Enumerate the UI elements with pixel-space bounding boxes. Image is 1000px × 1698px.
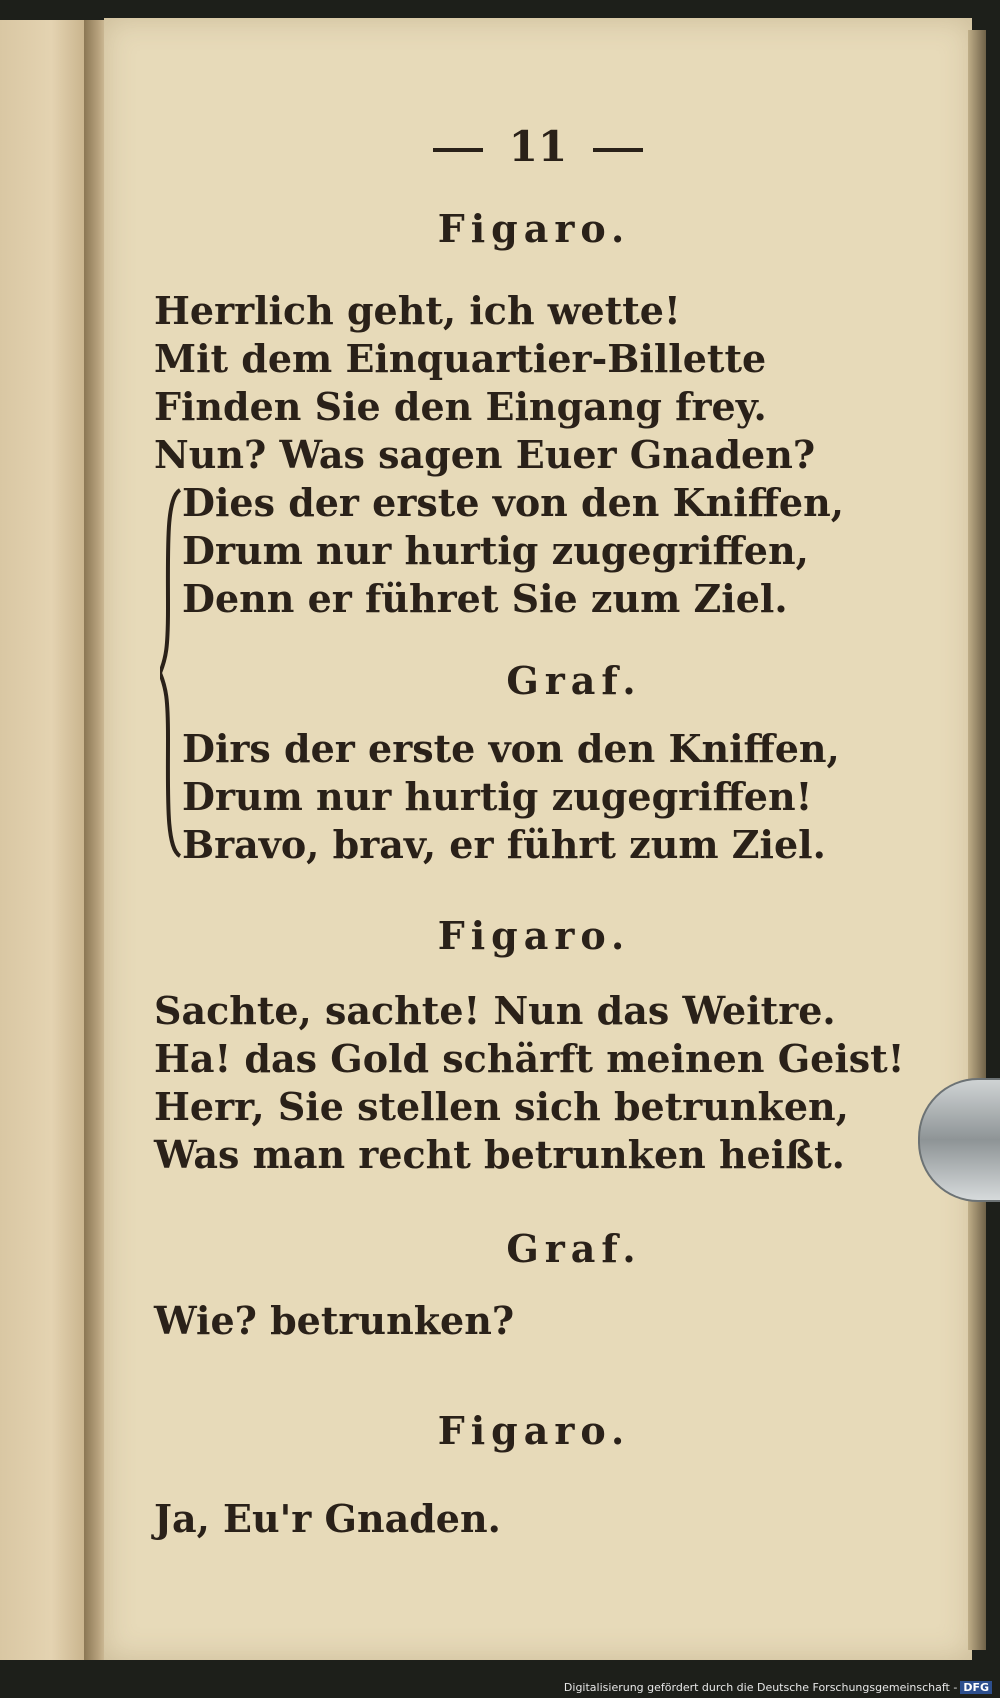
verse-line: Nun? Was sagen Euer Gnaden? — [154, 432, 816, 477]
verse-line: Denn er führet Sie zum Ziel. — [182, 576, 788, 621]
verse-line: Wie? betrunken? — [154, 1298, 515, 1343]
speaker-heading: Figaro. — [437, 206, 631, 251]
verse-line: Mit dem Einquartier-Billette — [154, 336, 767, 381]
page-number: 11 — [508, 122, 568, 171]
verse-line: Ha! das Gold schärft meinen Geist! — [154, 1036, 905, 1081]
verse-line: Drum nur hurtig zugegriffen! — [182, 774, 813, 819]
credit-text: Digitalisierung gefördert durch die Deutsche Forschungsgemeinschaft - — [563, 1681, 958, 1694]
page-number-header — [104, 122, 972, 171]
page-edge — [968, 30, 986, 1650]
speaker-heading: Graf. — [506, 1226, 642, 1271]
verse-line: Sachte, sachte! Nun das Weitre. — [154, 988, 836, 1033]
digitization-credit — [564, 1681, 992, 1694]
verse-line: Drum nur hurtig zugegriffen, — [182, 528, 809, 573]
verse-line: Herrlich geht, ich wette! — [154, 288, 681, 333]
dfg-logo: DFG — [960, 1681, 992, 1694]
verse-line: Dies der erste von den Kniffen, — [182, 480, 844, 525]
verse-line: Dirs der erste von den Kniffen, — [182, 726, 840, 771]
verse-line: Finden Sie den Eingang frey. — [154, 384, 767, 429]
verse-line: Bravo, brav, er führt zum Ziel. — [182, 822, 826, 867]
verse-line: Ja, Eu'r Gnaden. — [154, 1496, 501, 1541]
verse-line: Herr, Sie stellen sich betrunken, — [154, 1084, 849, 1129]
speaker-heading: Figaro. — [437, 913, 631, 958]
verse-line: Was man recht betrunken heißt. — [154, 1132, 845, 1177]
curly-brace — [160, 488, 182, 858]
dash-left — [433, 148, 483, 152]
speaker-heading: Figaro. — [437, 1408, 631, 1453]
speaker-heading: Graf. — [506, 658, 642, 703]
book-page — [104, 18, 972, 1660]
facing-page-left — [0, 20, 86, 1660]
dash-right — [593, 148, 643, 152]
